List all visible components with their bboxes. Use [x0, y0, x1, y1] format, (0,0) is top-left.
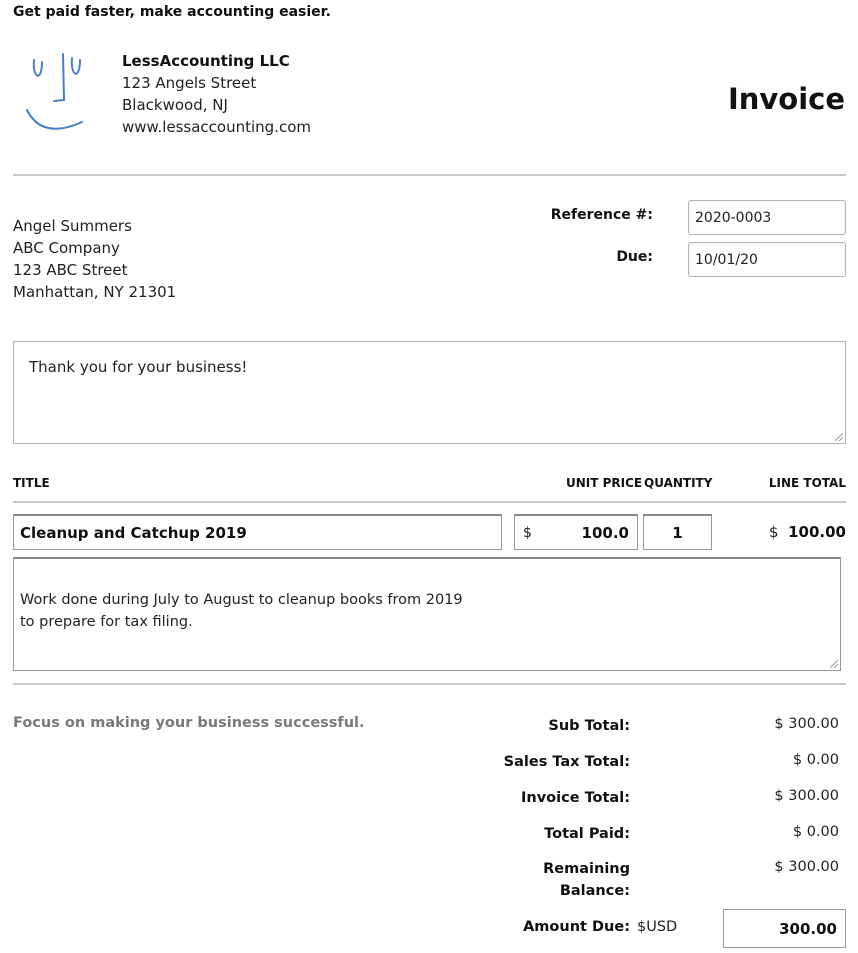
total-paid-label: Total Paid:: [544, 826, 630, 842]
reference-input[interactable]: 2020-0003: [688, 200, 846, 235]
company-street: 123 Angels Street: [122, 74, 257, 92]
amount-due-input[interactable]: 300.00: [723, 909, 846, 948]
footer-note: Focus on making your business successful.: [13, 715, 365, 731]
sub-total-label: Sub Total:: [548, 718, 630, 734]
remaining-label-line-2: Balance:: [559, 883, 630, 899]
client-city: Manhattan, NY 21301: [13, 283, 177, 301]
company-city: Blackwood, NJ: [122, 96, 228, 114]
invoice-total-label: Invoice Total:: [521, 790, 630, 806]
column-header-quantity: QUANTITY: [644, 476, 713, 490]
amount-due-currency: $USD: [637, 919, 678, 935]
column-header-title: TITLE: [13, 476, 50, 490]
unit-price-input[interactable]: [514, 514, 638, 550]
remaining-balance-label: [440, 858, 630, 902]
item-description-textarea[interactable]: [13, 557, 841, 671]
item-title-input[interactable]: Cleanup and Catchup 2019: [13, 514, 502, 550]
column-header-line-total: LINE TOTAL: [768, 476, 846, 490]
sales-tax-value: $ 0.00: [792, 752, 839, 768]
resize-handle-icon[interactable]: [830, 660, 838, 668]
columns-divider: [13, 501, 846, 503]
amount-due-label: Amount Due:: [523, 919, 630, 935]
total-paid-value: $ 0.00: [792, 824, 839, 840]
reference-label: Reference #:: [550, 207, 653, 223]
item-description-text: Work done during July to August to cleanup books from 2019 to prepare for tax filing.: [20, 592, 463, 630]
client-address: [13, 215, 176, 303]
resize-handle-icon[interactable]: [835, 433, 843, 441]
company-name: LessAccounting LLC: [122, 52, 290, 70]
remaining-balance-value: $ 300.00: [774, 859, 839, 875]
invoice-total-value: $ 300.00: [774, 788, 839, 804]
tagline: Get paid faster, make accounting easier.: [13, 4, 331, 20]
due-label: Due:: [616, 249, 653, 265]
notes-text: Thank you for your business!: [29, 358, 248, 376]
document-title: Invoice: [727, 82, 845, 116]
company-website: www.lessaccounting.com: [122, 118, 311, 136]
header-divider: [13, 174, 846, 176]
items-divider: [13, 683, 846, 685]
column-header-unit-price: UNIT PRICE: [566, 476, 643, 490]
currency-symbol: $: [523, 524, 532, 541]
unit-price-value: 100.0: [581, 523, 629, 542]
company-address: [122, 50, 311, 138]
client-name: Angel Summers: [13, 217, 132, 235]
notes-textarea[interactable]: [13, 341, 846, 444]
sub-total-value: $ 300.00: [774, 716, 839, 732]
client-street: 123 ABC Street: [13, 261, 128, 279]
smiley-logo-icon: [22, 52, 92, 138]
due-date-input[interactable]: 10/01/20: [688, 242, 846, 277]
quantity-input[interactable]: 1: [643, 514, 712, 550]
sales-tax-label: Sales Tax Total:: [503, 754, 630, 770]
client-company: ABC Company: [13, 239, 120, 257]
line-total: [769, 523, 846, 541]
remaining-label-line-1: Remaining: [543, 861, 630, 877]
line-total-symbol: $: [769, 523, 779, 541]
line-total-value: 100.00: [788, 523, 846, 541]
